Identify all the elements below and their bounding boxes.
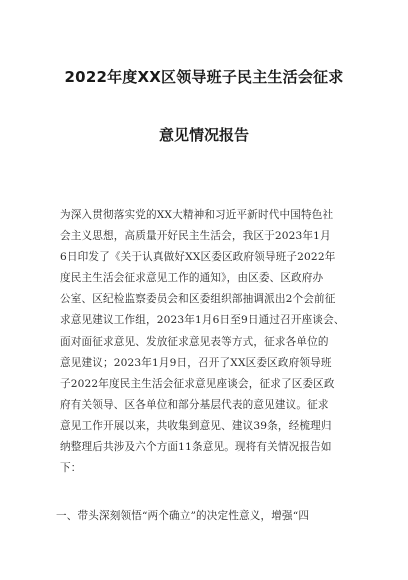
body-line: 子2022年度民主生活会征求意见座谈会，征求了区委区政: [60, 377, 335, 390]
body-line: 纳整理后共涉及六个方面11条意见。现将有关情况报告如: [60, 441, 332, 454]
body-line: 公室、区纪检监察委员会和区委组织部抽调派出2个会前征: [60, 293, 336, 306]
body-line: 意见工作开展以来，共收集到意见、建议39条，经梳理归: [60, 419, 332, 432]
section-heading-1: 一、带头深刻领悟“两个确立”的决定性意义，增强“四: [56, 510, 310, 522]
body-line: 府有关领导、区各单位和部分基层代表的意见建议。征求: [60, 398, 329, 411]
body-line: 会主义思想，高质量开好民主生活会，我区于2023年1月: [60, 230, 331, 243]
body-line: 求意见建议工作组，2023年1月6日至9日通过召开座谈会、: [60, 314, 345, 327]
body-line: 为深入贯彻落实党的XX大精神和习近平新时代中国特色社: [60, 209, 334, 221]
body-line: 下：: [60, 462, 82, 475]
body-line: 意见建议；2023年1月9日，召开了XX区委区政府领导班: [60, 356, 332, 369]
body-line: 度民主生活会征求意见工作的通知》，由区委、区政府办: [60, 272, 324, 285]
document-title-line-2: 意见情况报告: [158, 126, 249, 144]
body-paragraph: [60, 205, 360, 479]
body-line: 面对面征求意见、发放征求意见表等方式，征求各单位的: [60, 335, 329, 348]
body-line: 6日印发了《关于认真做好XX区委区政府领导班子2022年: [60, 251, 336, 264]
document-title-line-1: 2022年度XX区领导班子民主生活会征求: [64, 68, 344, 86]
